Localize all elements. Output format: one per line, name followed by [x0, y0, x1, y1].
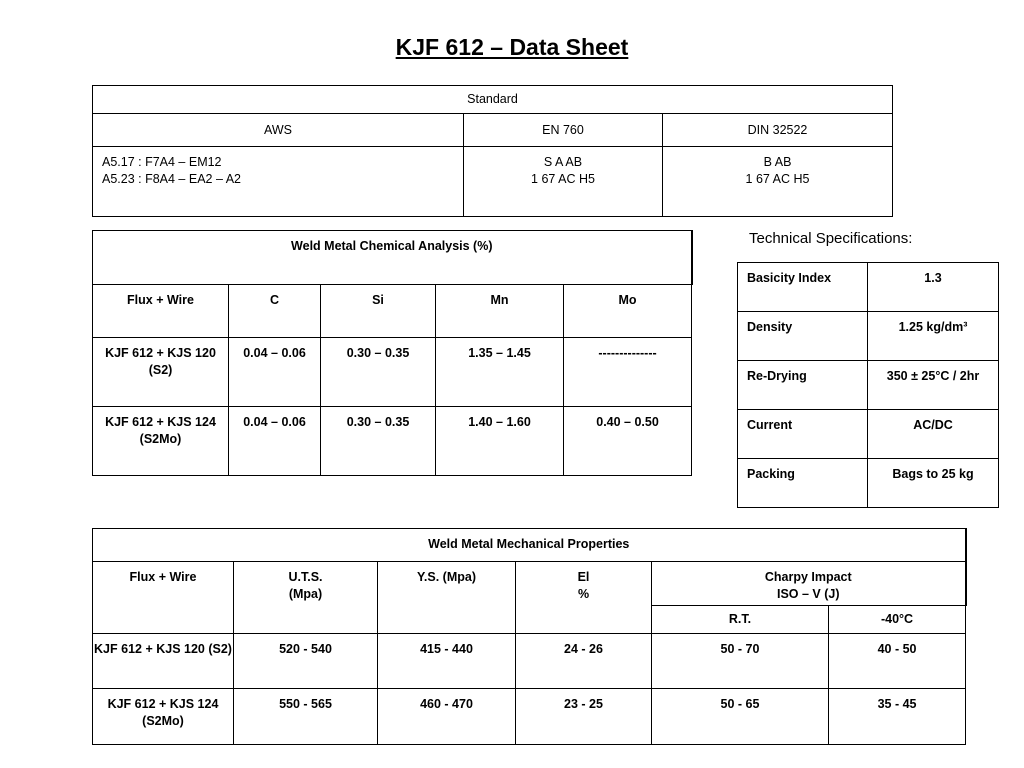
charpy-standard: ISO – V (J)	[777, 587, 840, 601]
standard-col-aws: AWS	[93, 114, 464, 147]
spec-value: Bags to 25 kg	[868, 459, 999, 508]
mech-header-charpy	[652, 562, 966, 606]
din-cell	[663, 147, 893, 217]
spec-label: Current	[738, 410, 868, 459]
page-title: KJF 612 – Data Sheet	[395, 34, 629, 60]
spec-row	[738, 410, 999, 459]
mechanical-properties-table	[92, 528, 967, 745]
chem-mo: --------------	[564, 338, 692, 407]
spec-value: 1.25 kg/dm³	[868, 312, 999, 361]
spec-label: Basicity Index	[738, 263, 868, 312]
mech-header-rt: R.T.	[652, 606, 829, 634]
table-row	[93, 634, 966, 689]
charpy-label: Charpy Impact	[764, 570, 852, 584]
mech-header-el	[516, 562, 652, 634]
mech-el: 23 - 25	[516, 689, 652, 745]
table-row	[93, 689, 966, 745]
chem-mn: 1.35 – 1.45	[436, 338, 564, 407]
standard-col-din: DIN 32522	[663, 114, 893, 147]
spec-row	[738, 263, 999, 312]
spec-label: Re-Drying	[738, 361, 868, 410]
chem-header-si: Si	[321, 285, 436, 338]
chem-product: KJF 612 + KJS 124 (S2Mo)	[93, 407, 229, 476]
mech-minus40: 40 - 50	[829, 634, 966, 689]
mechanical-title: Weld Metal Mechanical Properties	[93, 529, 966, 562]
uts-unit: (Mpa)	[288, 587, 323, 601]
chemical-analysis-table	[92, 230, 693, 476]
mech-ys: 460 - 470	[378, 689, 516, 745]
mech-uts: 520 - 540	[234, 634, 378, 689]
spec-label: Packing	[738, 459, 868, 508]
uts-label: U.T.S.	[288, 570, 323, 584]
mech-rt: 50 - 70	[652, 634, 829, 689]
mech-ys: 415 - 440	[378, 634, 516, 689]
spec-row	[738, 361, 999, 410]
mech-minus40: 35 - 45	[829, 689, 966, 745]
spec-value: 1.3	[868, 263, 999, 312]
chem-header-mn: Mn	[436, 285, 564, 338]
chem-header-flux: Flux + Wire	[93, 285, 229, 338]
chem-si: 0.30 – 0.35	[321, 338, 436, 407]
chem-c: 0.04 – 0.06	[229, 407, 321, 476]
chem-product: KJF 612 + KJS 120 (S2)	[93, 338, 229, 407]
spec-row	[738, 459, 999, 508]
aws-cell	[93, 147, 464, 217]
standard-table	[92, 85, 893, 217]
technical-specs-heading: Technical Specifications:	[749, 230, 913, 247]
mech-header-minus40: -40°C	[829, 606, 966, 634]
chem-si: 0.30 – 0.35	[321, 407, 436, 476]
din-line-2: 1 67 AC H5	[745, 172, 810, 186]
technical-specs-table	[737, 262, 999, 508]
table-row	[93, 338, 692, 407]
aws-line-1: A5.17 : F7A4 – EM12	[102, 155, 222, 169]
el-label: El	[577, 570, 590, 584]
din-line-1: B AB	[763, 155, 792, 169]
mech-header-flux: Flux + Wire	[93, 562, 234, 634]
spec-label: Density	[738, 312, 868, 361]
standard-header: Standard	[93, 86, 893, 114]
spec-value: AC/DC	[868, 410, 999, 459]
mech-product: KJF 612 + KJS 124 (S2Mo)	[93, 689, 234, 745]
mech-header-uts	[234, 562, 378, 634]
en-line-1: S A AB	[543, 155, 583, 169]
chem-c: 0.04 – 0.06	[229, 338, 321, 407]
mech-product: KJF 612 + KJS 120 (S2)	[93, 634, 234, 689]
chem-header-c: C	[229, 285, 321, 338]
aws-line-2: A5.23 : F8A4 – EA2 – A2	[102, 172, 241, 186]
mech-rt: 50 - 65	[652, 689, 829, 745]
standard-col-en: EN 760	[464, 114, 663, 147]
chem-header-mo: Mo	[564, 285, 692, 338]
table-row	[93, 407, 692, 476]
mech-uts: 550 - 565	[234, 689, 378, 745]
chem-mn: 1.40 – 1.60	[436, 407, 564, 476]
el-unit: %	[577, 587, 590, 601]
chem-mo: 0.40 – 0.50	[564, 407, 692, 476]
mech-header-ys: Y.S. (Mpa)	[378, 562, 516, 634]
chemical-title: Weld Metal Chemical Analysis (%)	[93, 231, 692, 285]
en-line-2: 1 67 AC H5	[531, 172, 595, 186]
spec-row	[738, 312, 999, 361]
spec-value: 350 ± 25°C / 2hr	[868, 361, 999, 410]
mech-el: 24 - 26	[516, 634, 652, 689]
en-cell	[464, 147, 663, 217]
